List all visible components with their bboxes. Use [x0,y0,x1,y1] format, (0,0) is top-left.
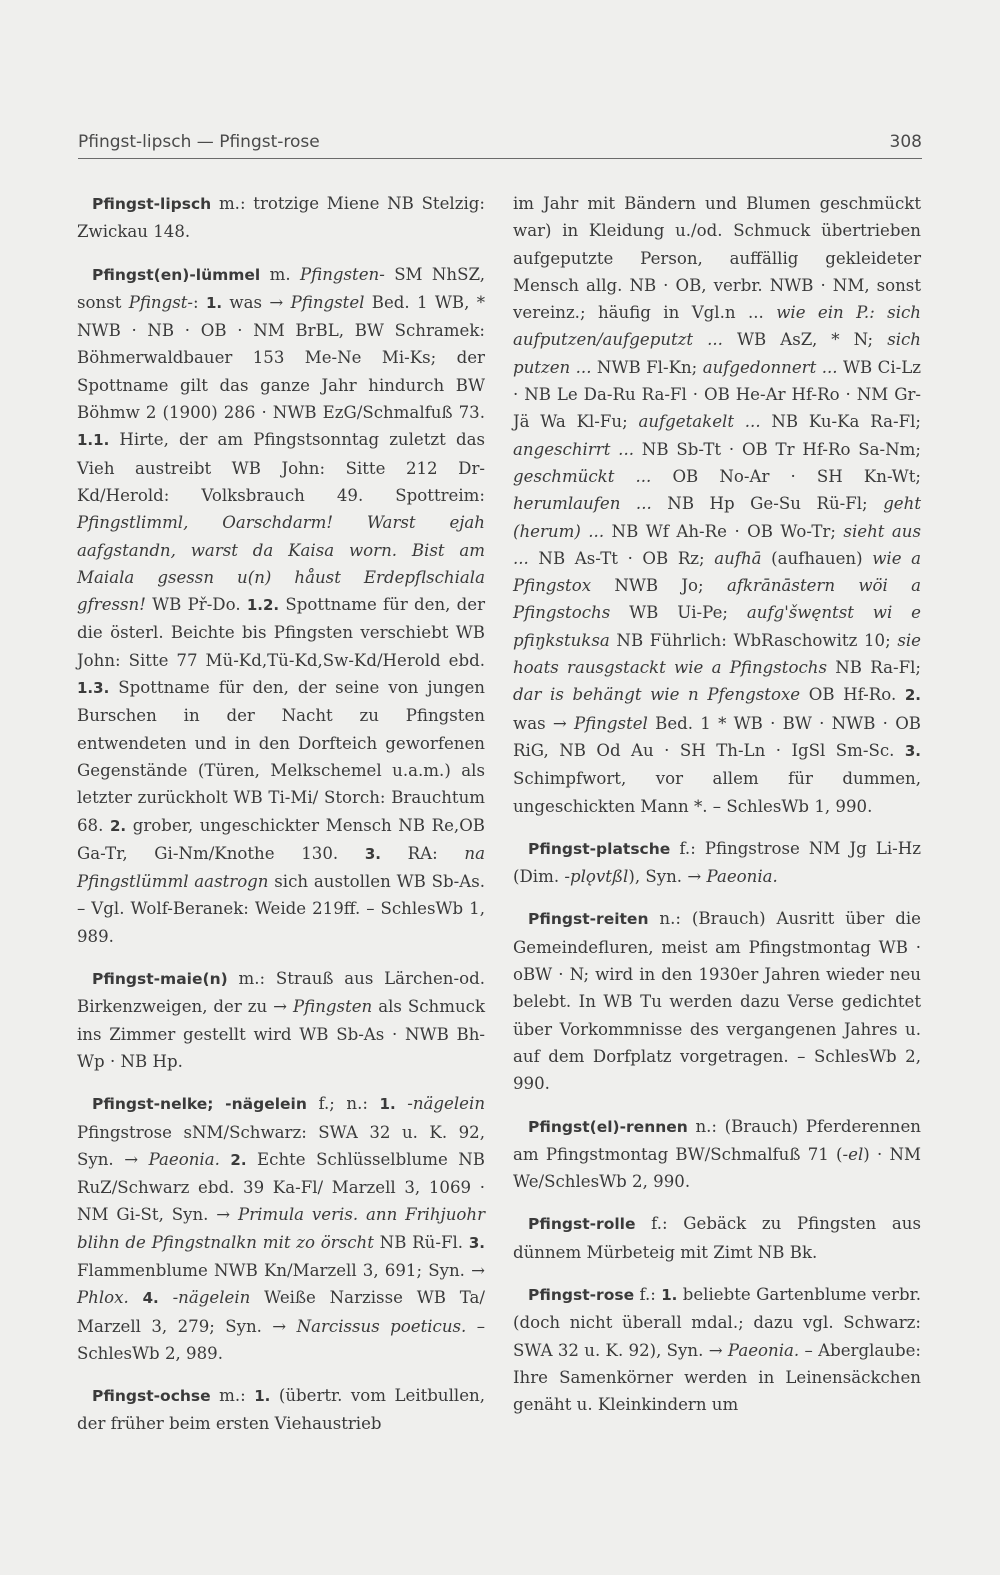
headword: Pfingst(en)-lümmel [92,265,261,284]
headword: Pfingst-platsche [528,839,671,858]
dictionary-entry [77,261,485,950]
dictionary-entry [513,905,921,1097]
entry-body: n.: (Brauch) Ausritt über die Gemeindefluren, meist am Pfingstmontag WB · oBW · N; wird in den 1930er Jahren wieder neu belebt. In WB Tu werden dazu Verse gedichtet über Vorkommnisse des vergangenen Jahres u. auf dem Dorfplatz vorgetragen. – SchlesWb 2, 990. [513,909,921,1094]
headword: Pfingst-reiten [528,910,649,929]
entry-body: m.: trotzige Miene NB Stelzig: Zwickau 148. [77,194,485,242]
entry-body: f.: 1. beliebte Gartenblume verbr. (doch nicht überall mdal.; dazu vgl. Schwarz: SWA 32 u. K. 92), Syn. → Paeonia. – Aberglaube: Ihre Samenkörner werden in Leinensäckchen genäht u. Kleinkindern um [513,1284,921,1415]
entry-body: f.; n.: 1. -nägelein Pfingstrose sNM/Schwarz: SWA 32 u. K. 92, Syn. → Paeonia. 2. Echte Schlüsselblume NB RuZ/Schwarz ebd. 39 Ka-Fl/ Marzell 3, 1069 · NM Gi-St, Syn. → Primula veris. ann Frihjuohr blihn de Pfingstnalkn mit zo örscht NB Rü-Fl. 3. Flammenblume NWB Kn/Marzell 3, 691; Syn. → Phlox. 4. -nägelein Weiße Narzisse WB Ta/ Marzell 3, 279; Syn. → Narcissus poeticus. – SchlesWb 2, 989. [77,1094,486,1363]
entry-body: m. Pfingsten- SM NhSZ, sonst Pfingst-: 1. was → Pfingstel Bed. 1 WB, * NWB · NB · OB · NM BrBL, BW Schramek: Böhmerwaldbauer 153 Me-Ne Mi-Ks; der Spottname gilt das ganze Jahr hindurch BW Böhmw 2 (1900) 286 · NWB EzG/Schmalfuß 73. 1.1. Hirte, der am Pfingstsonntag zuletzt das Vieh austreibt WB John: Sitte 212 Dr-Kd/Herold: Volksbrauch 49. Spottreim: Pfingstlimml, Oarschdarm! Warst ejah aafgstandn, warst da Kaisa worn. Bist am Maiala gsessn u(n) håust Erdepflschiala gfressn! WB Př-Do. 1.2. Spottname für den, der die österl. Beichte bis Pfingsten verschiebt WB John: Sitte 77 Mü-Kd,Tü-Kd,Sw-Kd/Herold ebd. 1.3. Spottname für den, der seine von jungen Burschen in der Nacht zu Pfingsten entwendeten und in den Dorfteich geworfenen Gegenstände (Türen, Melkschemel u.a.m.) als letzter zurückholt WB Ti-Mi/ Storch: Brauchtum 68. 2. grober, ungeschickter Mensch NB Re,OB Ga-Tr, Gi-Nm/Knothe 130. 3. RA: na Pfingstlümml aastrogn sich austollen WB Sb-As. – Vgl. Wolf-Beranek: Weide 219ff. – SchlesWb 1, 989. [77,264,486,946]
dictionary-entry [513,835,921,891]
dictionary-entry [513,1281,921,1418]
dictionary-entry-continued [513,190,921,820]
right-column [513,190,921,1433]
running-head-title: Pfingst-lipsch — Pfingst-rose [78,132,320,152]
dictionary-entry [513,1113,921,1196]
entry-body: m.: 1. (übertr. vom Leitbullen, der früher beim ersten Viehaustrieb [77,1386,486,1434]
headword: Pfingst-lipsch [92,195,212,213]
dictionary-entry [77,190,485,246]
dictionary-entry [77,965,485,1075]
entry-body: n.: (Brauch) Pferderennen am Pfingstmontag BW/Schmalfuß 71 (-el) · NM We/SchlesWb 2, 990. [513,1116,921,1192]
dictionary-entry [77,1090,485,1367]
headword: Pfingst-rose [528,1285,635,1304]
entry-body: m.: Strauß aus Lärchen-od. Birkenzweigen, der zu → Pfingsten als Schmuck ins Zimmer gestellt wird WB Sb-As · NWB Bh-Wp · NB Hp. [77,969,485,1071]
entry-body: f.: Gebäck zu Pfingsten aus dünnem Mürbeteig mit Zimt NB Bk. [513,1214,921,1262]
page-number: 308 [889,132,922,152]
left-column [77,190,485,1453]
entry-body: f.: Pfingstrose NM Jg Li-Hz (Dim. -plǫvtßl), Syn. → Paeonia. [513,838,921,887]
headword: Pfingst-ochse [92,1387,211,1406]
dictionary-entry [77,1382,485,1438]
headword: Pfingst(el)-rennen [528,1117,688,1136]
dictionary-entry [513,1210,921,1266]
entry-body: im Jahr mit Bändern und Blumen geschmückt war) in Kleidung u./od. Schmuck übertrieben aufgeputzte Person, auffällig gekleideter Mensch allg. NB · OB, verbr. NWB · NM, sonst vereinz.; häufig in Vgl.n ... wie ein P.: sich aufputzen/aufgeputzt ... WB AsZ, * N; sich putzen ... NWB Fl-Kn; aufgedonnert ... WB Ci-Lz · NB Le Da-Ru Ra-Fl · OB He-Ar Hf-Ro · NM Gr-Jä Wa Kl-Fu; aufgetakelt ... NB Ku-Ka Ra-Fl; angeschirrt ... NB Sb-Tt · OB Tr Hf-Ro Sa-Nm; geschmückt ... OB No-Ar · SH Kn-Wt; herumlaufen ... NB Hp Ge-Su Rü-Fl; geht (herum) ... NB Wf Ah-Re · OB Wo-Tr; sieht aus ... NB As-Tt · OB Rz; aufhā (aufhauen) wie a Pfingstox NWB Jo; afkrānāstern wöi a Pfingstochs WB Ui-Pe; aufg'šwęntst wi e pfiŋkstuksa NB Führlich: WbRaschowitz 10; sie hoats rausgstackt wie a Pfingstochs NB Ra-Fl; dar is behängt wie n Pfengstoxe OB Hf-Ro. 2. was → Pfingstel Bed. 1 * WB · BW · NWB · OB RiG, NB Od Au · SH Th-Ln · IgSl Sm-Sc. 3. Schimpfwort, vor allem für dummen, ungeschickten Mann *. – SchlesWb 1, 990. [513,194,922,816]
running-head [78,130,922,159]
headword: Pfingst-rolle [528,1215,636,1234]
headword: Pfingst-nelke; -nägelein [92,1095,307,1114]
headword: Pfingst-maie(n) [92,970,228,989]
